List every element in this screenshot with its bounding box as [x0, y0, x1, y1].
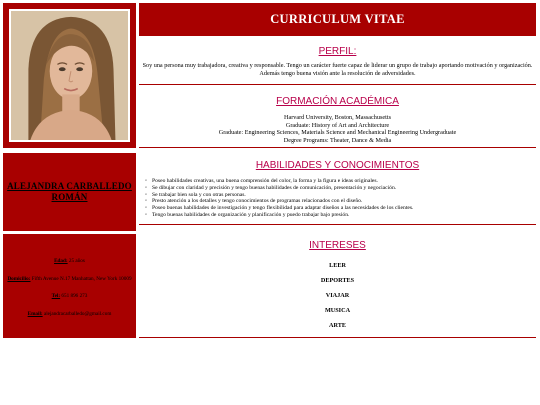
section-formacion [139, 88, 536, 148]
contact-value: 651 896 273 [61, 293, 88, 299]
title-bar [139, 3, 536, 36]
contact-cell [3, 234, 136, 338]
cv-document [3, 3, 536, 338]
document-title: CURRICULUM VITAE [270, 12, 405, 26]
interest-item: LEER [329, 262, 346, 269]
contact-email [7, 311, 132, 318]
section-habilidades [139, 153, 536, 225]
contact-phone [7, 293, 132, 300]
list-item: ◦ Poseo habilidades creativas, una buena comprensión del color, la forma y la figura e ideas originales. [145, 178, 536, 185]
education-line: Harvard University, Boston, Massachusetts [283, 114, 391, 121]
contact-age [7, 258, 132, 265]
perfil-text: Soy una persona muy trabajadora, creativa y responsable. Tengo un carácter fuerte capaz de liderar un grupo de trabajo aportando motivación y organización. Además tengo buena visión ante la resolución de adversidades. [142, 62, 533, 77]
education-line: Degree Programs: Theater, Dance & Media [283, 136, 392, 144]
contact-label: Tel: [51, 293, 61, 299]
left-column [3, 3, 136, 338]
list-item: ◦ Se dibujar con claridad y precisión y tengo buenas habilidades de comunicación, presentación y negociación. [145, 185, 536, 192]
section-heading: INTERESES [309, 240, 366, 251]
list-item: ◦ Poseo buenas habilidades de investigación y tengo flexibilidad para adaptar diseños a las necesidades de los clientes. [145, 205, 536, 212]
interest-item: MUSICA [324, 307, 351, 314]
portrait-illustration [11, 11, 128, 140]
section-perfil [139, 41, 536, 85]
section-heading: HABILIDADES Y CONOCIMIENTOS [255, 160, 420, 171]
education-line: Graduate: Engineering Sciences, Materials Science and Mechanical Engineering Undergraduate [218, 129, 457, 137]
interest-item: DEPORTES [320, 277, 355, 284]
contact-value: Fifth Avenue N.17 Manhattan, New York 10009 [31, 275, 132, 282]
section-heading: PERFIL: [318, 46, 357, 57]
list-item: ◦ Tengo buenas habilidades de organización y planificación y puedo trabajar bajo presión. [145, 212, 536, 219]
interest-item: VIAJAR [325, 292, 350, 299]
right-column [139, 3, 536, 338]
photo-cell [3, 3, 136, 148]
interest-item: ARTE [329, 322, 346, 329]
contact-value: alejandracarballedo@gmail.com [43, 310, 112, 317]
section-heading: FORMACIÓN ACADÉMICA [276, 96, 399, 107]
list-item: ◦ Se trabajar bien sola y con otras personas. [145, 192, 536, 199]
contact-value: 25 años [68, 258, 85, 264]
full-name: ALEJANDRA CARBALLEDO ROMÁN [7, 181, 132, 202]
section-intereses [139, 233, 536, 338]
name-cell [3, 153, 136, 231]
contact-label: Edad: [54, 258, 68, 264]
skills-list [139, 178, 536, 219]
contact-label: Email: [27, 310, 43, 317]
contact-label: Domicilio: [7, 275, 31, 282]
list-item: ◦ Presto atención a los detalles y tengo conocimientos de programas relacionados con el diseño. [145, 198, 536, 205]
education-line: Graduate: History of Art and Architecture [285, 121, 390, 129]
contact-address [7, 276, 132, 283]
profile-photo [9, 9, 130, 142]
